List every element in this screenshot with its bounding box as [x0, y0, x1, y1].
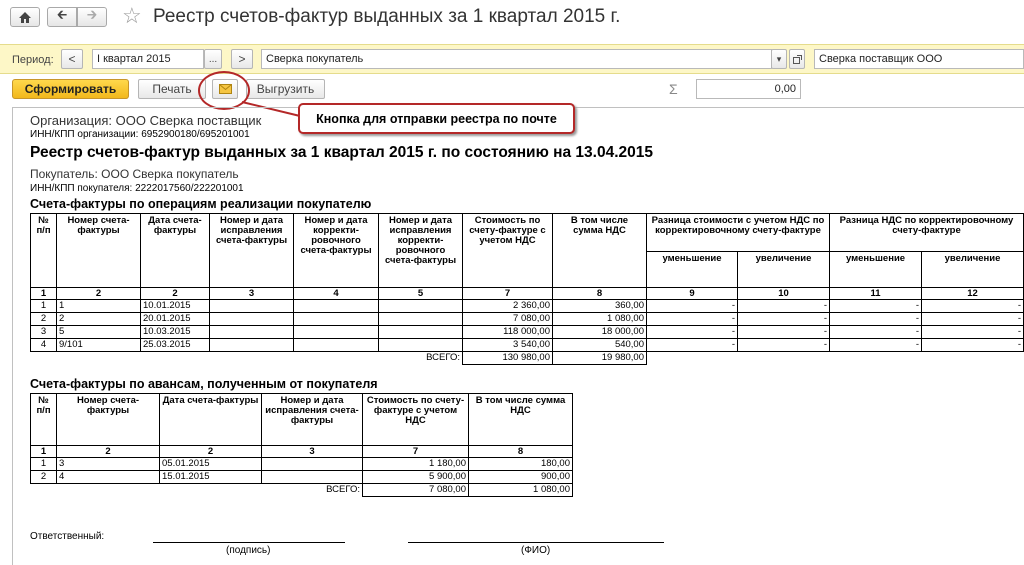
fio-caption: (ФИО)	[521, 545, 551, 556]
cell	[294, 326, 379, 339]
buyer-field[interactable]: Сверка покупатель	[261, 49, 772, 69]
col-number: 2	[160, 446, 262, 458]
cell: 118 000,00	[463, 326, 553, 339]
cell	[210, 339, 294, 352]
total-vat: 1 080,00	[469, 484, 573, 497]
cell	[294, 339, 379, 352]
col-header: увеличение	[738, 252, 830, 288]
col-header: увеличение	[922, 252, 1024, 288]
cell: -	[922, 326, 1024, 339]
col-header: Номер и дата исправления корректи-ровочного счета-фактуры	[379, 214, 463, 288]
col-header: уменьшение	[647, 252, 738, 288]
col-header: Разница стоимости с учетом НДС по корректировочному счету-фактуре	[647, 214, 830, 252]
window-title: Реестр счетов-фактур выданных за 1 квартал 2015 г.	[153, 6, 621, 27]
cell: 3	[57, 458, 160, 471]
organization-name: Организация: ООО Сверка поставщик	[30, 113, 262, 128]
cell: 4	[57, 471, 160, 484]
cell: 7 080,00	[463, 313, 553, 326]
cell	[379, 300, 463, 313]
col-header: Дата счета-фактуры	[160, 394, 262, 446]
cell: 18 000,00	[553, 326, 647, 339]
prev-period-button[interactable]: <	[61, 49, 83, 69]
cell	[379, 313, 463, 326]
col-header: Стоимость по счету-фактуре с учетом НДС	[363, 394, 469, 446]
export-button[interactable]: Выгрузить	[246, 79, 325, 99]
total-row	[31, 352, 1024, 365]
section-sales-title: Счета-фактуры по операциям реализации покупателю	[30, 197, 372, 211]
col-header: № п/п	[31, 214, 57, 288]
cell	[210, 313, 294, 326]
total-label: ВСЕГО:	[31, 484, 363, 497]
col-number: 7	[363, 446, 469, 458]
cell: 20.01.2015	[141, 313, 210, 326]
cell: -	[647, 326, 738, 339]
col-number: 1	[31, 446, 57, 458]
col-number: 10	[738, 288, 830, 300]
total-row	[31, 484, 573, 497]
cell: -	[830, 300, 922, 313]
arrow-left-icon: 🡰	[56, 7, 68, 22]
cell: 05.01.2015	[160, 458, 262, 471]
cell: 2	[57, 313, 141, 326]
cell: 1	[57, 300, 141, 313]
cell	[294, 300, 379, 313]
cell: -	[647, 300, 738, 313]
table-row	[31, 339, 1024, 352]
col-number: 4	[294, 288, 379, 300]
cell: 3	[31, 326, 57, 339]
table-row	[31, 326, 1024, 339]
cell: -	[830, 326, 922, 339]
buyer-name: Покупатель: ООО Сверка покупатель	[30, 167, 239, 181]
cell	[294, 313, 379, 326]
col-header: Стоимость по счету-фактуре с учетом НДС	[463, 214, 553, 288]
cell: 5 900,00	[363, 471, 469, 484]
fio-line	[408, 542, 664, 543]
cell: 9/101	[57, 339, 141, 352]
table-row	[31, 300, 1024, 313]
col-number: 11	[830, 288, 922, 300]
col-number: 12	[922, 288, 1024, 300]
cell	[262, 471, 363, 484]
total-sum: 7 080,00	[363, 484, 469, 497]
cell: -	[647, 313, 738, 326]
cell: 1 180,00	[363, 458, 469, 471]
cell: 540,00	[553, 339, 647, 352]
favorite-star-icon[interactable]: ☆	[122, 3, 142, 28]
cell	[379, 339, 463, 352]
cell: -	[738, 326, 830, 339]
signature-line	[153, 542, 345, 543]
total-sum: 130 980,00	[463, 352, 553, 365]
sales-invoices-table	[30, 213, 1024, 365]
print-button[interactable]: Печать	[138, 79, 206, 99]
open-icon	[793, 55, 802, 64]
cell	[379, 326, 463, 339]
col-number: 1	[31, 288, 57, 300]
cell: -	[922, 313, 1024, 326]
signature-caption: (подпись)	[226, 545, 271, 556]
buyer-dropdown-button[interactable]: ▾	[771, 49, 787, 69]
cell: 360,00	[553, 300, 647, 313]
period-label: Период:	[12, 54, 54, 66]
cell: 10.01.2015	[141, 300, 210, 313]
cell	[210, 300, 294, 313]
table-row	[31, 313, 1024, 326]
cell: 2	[31, 313, 57, 326]
cell: 4	[31, 339, 57, 352]
cell: 3 540,00	[463, 339, 553, 352]
section-advances-title: Счета-фактуры по авансам, полученным от покупателя	[30, 377, 378, 391]
sigma-icon: Σ	[669, 81, 678, 97]
cell	[262, 458, 363, 471]
col-header: уменьшение	[830, 252, 922, 288]
col-number: 2	[57, 288, 141, 300]
supplier-field[interactable]: Сверка поставщик ООО	[814, 49, 1024, 69]
email-button-callout: Кнопка для отправки реестра по почте	[298, 103, 575, 134]
col-header: В том числе сумма НДС	[553, 214, 647, 288]
total-vat: 19 980,00	[553, 352, 647, 365]
cell: 180,00	[469, 458, 573, 471]
col-number: 3	[262, 446, 363, 458]
col-number: 8	[553, 288, 647, 300]
cell: -	[830, 313, 922, 326]
cell: -	[922, 300, 1024, 313]
cell: 5	[57, 326, 141, 339]
col-header: Номер счета-фактуры	[57, 214, 141, 288]
home-icon	[18, 11, 32, 24]
col-header: Разница НДС по корректировочному счету-фактуре	[830, 214, 1024, 252]
cell: -	[738, 300, 830, 313]
sum-field: 0,00	[696, 79, 801, 99]
col-number: 8	[469, 446, 573, 458]
col-number: 2	[141, 288, 210, 300]
col-header: Номер и дата корректи-ровочного счета-фактуры	[294, 214, 379, 288]
cell: 15.01.2015	[160, 471, 262, 484]
col-number: 7	[463, 288, 553, 300]
col-header: Номер счета-фактуры	[57, 394, 160, 446]
cell	[210, 326, 294, 339]
cell: 1	[31, 300, 57, 313]
col-number: 5	[379, 288, 463, 300]
back-button[interactable]	[47, 7, 77, 27]
arrow-right-icon: 🡲	[86, 7, 98, 22]
report-heading: Реестр счетов-фактур выданных за 1 квартал 2015 г. по состоянию на 13.04.2015	[30, 144, 653, 161]
responsible-label: Ответственный:	[30, 531, 105, 542]
generate-button[interactable]: Сформировать	[12, 79, 129, 99]
cell: 25.03.2015	[141, 339, 210, 352]
buyer-inn: ИНН/КПП покупателя: 2222017560/222201001	[30, 183, 244, 194]
open-buyer-button[interactable]	[789, 49, 805, 69]
period-select-button[interactable]: ...	[204, 49, 222, 69]
cell: -	[830, 339, 922, 352]
organization-inn: ИНН/КПП организации: 6952900180/695201001	[30, 129, 250, 140]
col-header: Номер и дата исправления счета-фактуры	[210, 214, 294, 288]
table-row	[31, 471, 573, 484]
cell: -	[738, 313, 830, 326]
cell: -	[647, 339, 738, 352]
cell: 900,00	[469, 471, 573, 484]
cell: -	[738, 339, 830, 352]
col-header: Дата счета-фактуры	[141, 214, 210, 288]
table-row	[31, 458, 573, 471]
period-field[interactable]: I квартал 2015	[92, 49, 204, 69]
cell: 1	[31, 458, 57, 471]
home-button[interactable]	[10, 7, 40, 27]
cell: 1 080,00	[553, 313, 647, 326]
col-number: 3	[210, 288, 294, 300]
col-header: № п/п	[31, 394, 57, 446]
cell: -	[922, 339, 1024, 352]
report-document	[12, 107, 1024, 565]
col-header: В том числе сумма НДС	[469, 394, 573, 446]
col-number: 9	[647, 288, 738, 300]
advance-invoices-table	[30, 393, 573, 497]
cell: 10.03.2015	[141, 326, 210, 339]
empty-cell	[647, 352, 1024, 365]
next-period-button[interactable]: >	[231, 49, 253, 69]
col-header: Номер и дата исправления счета-фактуры	[262, 394, 363, 446]
cell: 2 360,00	[463, 300, 553, 313]
col-number: 2	[57, 446, 160, 458]
cell: 2	[31, 471, 57, 484]
total-label: ВСЕГО:	[31, 352, 463, 365]
forward-button[interactable]	[77, 7, 107, 27]
